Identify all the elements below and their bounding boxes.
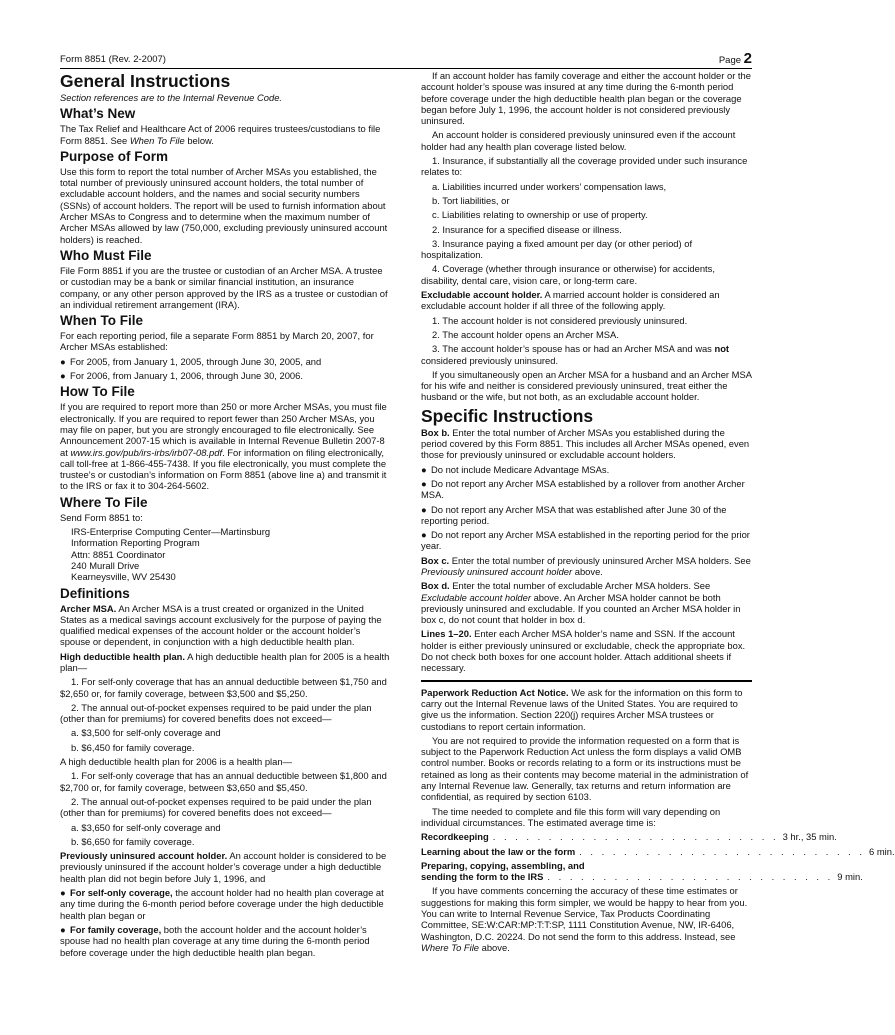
left-column xyxy=(60,70,390,961)
bullet-icon: ● xyxy=(60,370,66,382)
excludable-item-2: 2. The account holder opens an Archer MSA. xyxy=(432,328,619,340)
section-note: Section references are to the Internal Revenue Code. xyxy=(60,92,283,103)
hdhp-2005-item-a: a. $3,500 for self-only coverage and xyxy=(71,727,221,739)
paperwork-time-intro: The time needed to complete and file this form will vary depending on individual circumstances. The estimated average time is: xyxy=(421,805,721,828)
irs-url: www.irs.gov/pub/irs-irbs/irb07-08.pdf xyxy=(70,446,223,458)
hdhp-2005-item-1: 1. For self-only coverage that has an annual deductible between $1,750 and $2,650 or, for family coverage, between $3,500 and $5,250. xyxy=(60,676,387,699)
time-row-preparing-label: Preparing, copying, assembling, and xyxy=(421,859,585,871)
bullet-icon: ● xyxy=(60,923,66,935)
right-column xyxy=(421,70,895,956)
specific-instructions-title: Specific Instructions xyxy=(421,405,594,426)
excludable-item-3: 3. The account holder’s spouse has or had an Archer MSA and was not considered previously uninsured. xyxy=(421,343,730,366)
whats-new-text: The Tax Relief and Healthcare Act of 2006 requires trustees/custodians to file Form 8851. See When To File below. xyxy=(60,123,381,146)
considered-uninsured-text: An account holder is considered previously uninsured even if the account holder had any health plan coverage listed below. xyxy=(421,129,736,152)
excludable-item-1: 1. The account holder is not considered previously uninsured. xyxy=(432,314,688,326)
page-header xyxy=(60,50,752,69)
hdhp-2006-item-b: b. $6,650 for family coverage. xyxy=(71,835,195,847)
bullet-item: ● For family coverage, both the account holder and the account holder’s spouse had no health plan coverage at any time during the 6-month period before coverage under the high deductible health plan began. xyxy=(60,923,370,958)
hdhp-2006-item-a: a. $3,650 for self-only coverage and xyxy=(71,821,221,833)
who-must-file-text: File Form 8851 if you are the trustee or custodian of an Archer MSA. A trustee or custodian may be a bank or similar financial institution, an insurance company, or any other person approved by the IRS as a trustee or custodian of an individual retirement arrangement (IRA). xyxy=(60,264,388,310)
when-to-file-heading: When To File xyxy=(60,313,143,329)
coverage-item-a: a. Liabilities incurred under workers’ compensation laws, xyxy=(432,180,667,192)
bullet-item: ● Do not report any Archer MSA that was established after June 30 of the reporting period. xyxy=(421,503,727,526)
bullet-item: ● For self-only coverage, the account holder had no health plan coverage at any time during the 6-month period before coverage under the high deductible health plan began or xyxy=(60,887,384,921)
excludable-note: If you simultaneously open an Archer MSA for a husband and an Archer MSA for his wife and neither is considered previously uninsured, treat either the husband or the wife, but not both, as an excludable account holder. xyxy=(421,368,752,403)
general-instructions-title: General Instructions xyxy=(60,71,231,91)
whats-new-heading: What’s New xyxy=(60,106,136,122)
paperwork-omb-text: You are not required to provide the information requested on a form that is subject to the Paperwork Reduction Act unless the form displays a valid OMB control number. Books or records relating to a form or its instructions must be retained as long as their contents may become material in the administration of any Internal Revenue law. Generally, tax returns and return information are confidential, as required by section 6103. xyxy=(421,734,749,803)
box-d-text: Box d. Enter the total number of excludable Archer MSA holders. See Excludable account holder above. An Archer MSA holder cannot be both previously uninsured and excludable. If you counted an Archer MSA holder in box c, do not count that holder in box d. xyxy=(421,580,741,626)
paperwork-notice: Paperwork Reduction Act Notice. We ask for the information on this form to carry out the Internal Revenue laws of the United States. You are required to give us the information. Section 220(j) requires Archer MSA trustees or custodians to report certain information. xyxy=(421,686,743,732)
coverage-item-3: 3. Insurance paying a fixed amount per day (or other period) of hospitalization. xyxy=(421,237,693,261)
paperwork-comments: If you have comments concerning the accuracy of these time estimates or suggestions for making this form simpler, we would be happy to hear from you. You can write to Internal Revenue Service, Tax Products Coordinating Committee, SE:W:CAR:MP:T:T:SP, 1111 Constitution Avenue, NW, IR-6406, Washington, D.C. 20224. Do not send the form to this address. Instead, see Where To File above. xyxy=(421,885,748,953)
box-c-text: Box c. Enter the total number of previously uninsured Archer MSA holders. See Previously uninsured account holder above. xyxy=(421,554,751,577)
bullet-icon: ● xyxy=(421,463,427,475)
family-coverage-text: If an account holder has family coverage and either the account holder or the account holder’s spouse was insured at any time during the 6-month period before coverage under the high deductible health plan began or the coverage began before July 1, 1996, the account holder is not considered previously uninsured. xyxy=(421,70,751,127)
bullet-icon: ● xyxy=(421,529,427,541)
who-must-file-heading: Who Must File xyxy=(60,247,152,263)
section-divider xyxy=(421,680,752,682)
hdhp-2006-intro: A high deductible health plan for 2006 is a health plan— xyxy=(60,756,292,768)
hdhp-2005-item-b: b. $6,450 for family coverage. xyxy=(71,741,195,753)
time-row-learning: Learning about the law or the form . . . . . . . . . . . . . . . . . . . . . . . . . . 6 min. xyxy=(421,845,895,857)
how-to-file-heading: How To File xyxy=(60,384,135,400)
coverage-item-2: 2. Insurance for a specified disease or illness. xyxy=(432,223,622,235)
coverage-item-4: 4. Coverage (whether through insurance or otherwise) for accidents, disability, dental care, vision care, or long-term care. xyxy=(421,263,715,286)
time-row-preparing: sending the form to the IRS . . . . . . . . . . . . . . . . . . . . . . . . . . 9 min. xyxy=(421,871,863,883)
bullet-icon: ● xyxy=(60,887,66,899)
bullet-item: ● Do not include Medicare Advantage MSAs. xyxy=(421,463,610,475)
how-to-file-text: If you are required to report more than 250 or more Archer MSAs, you must file electronically. If you are required to report fewer than 250 Archer MSAs, you may file on paper, but you are strongly encouraged to file electronically. See Announcement 2007-15 which is available in Internal Revenue Bulletin 2007-8 at www.irs.gov/pub/irs-irbs/irb07-08.pdf. For information on filing electronically, call toll-free at 1-866-455-7438. If you file electronically, you must complete the trustee’s or custodian’s information on Form 8851 (above line a) and transmit it to the IRS or fax it to 304-264-5602. xyxy=(60,401,387,492)
bullet-item: ● For 2005, from January 1, 2005, through June 30, 2005, and xyxy=(60,355,322,367)
box-b-text: Box b. Enter the total number of Archer MSAs you established during the period covered by this Form 8851. This includes all Archer MSAs opened, even those for previously uninsured or excludable account holders. xyxy=(421,426,750,461)
definitions-heading: Definitions xyxy=(60,585,130,601)
coverage-item-c: c. Liabilities relating to ownership or use of property. xyxy=(432,209,648,221)
hdhp-2006-item-1: 1. For self-only coverage that has an annual deductible between $1,800 and $2,700 or, for family coverage, between $3,650 and $5,450. xyxy=(60,770,387,793)
def-hdhp: High deductible health plan. A high deductible health plan for 2005 is a health plan— xyxy=(60,650,390,673)
def-previously-uninsured: Previously uninsured account holder. An account holder is considered to be previously uninsured if the account holder’s coverage under a high deductible health plan did not begin before July 1, 1996, and xyxy=(60,850,387,884)
time-row-recordkeeping: Recordkeeping . . . . . . . . . . . . . . . . . . . . . . . . . . 3 hr., 35 min. xyxy=(421,831,837,843)
bullet-item: ● For 2006, from January 1, 2006, through June 30, 2006. xyxy=(60,370,303,382)
def-excludable: Excludable account holder. A married account holder is considered an excludable account holder if all three of the following apply. xyxy=(421,289,720,312)
hdhp-2006-item-2: 2. The annual out-of-pocket expenses required to be paid under the plan (other than for premiums) for covered benefits does not exceed— xyxy=(60,795,372,819)
lines-text: Lines 1–20. Enter each Archer MSA holder’s name and SSN. If the account holder is either previously uninsured or excludable, check the appropriate box. Do not check both boxes for one account holder. Attach additional sheets if necessary. xyxy=(421,628,746,674)
def-archer-msa: Archer MSA. An Archer MSA is a trust created or organized in the United States as a medical savings account exclusively for the purpose of paying the qualified medical expenses of the account holder or the account holder’s spouse or dependent, in conjunction with a high deductible health plan. xyxy=(60,602,382,648)
where-to-file-heading: Where To File xyxy=(60,494,148,510)
hdhp-2005-item-2: 2. The annual out-of-pocket expenses required to be paid under the plan (other than for premiums) for covered benefits does not exceed— xyxy=(60,701,372,725)
bullet-item: ● Do not report any Archer MSA established by a rollover from another Archer MSA. xyxy=(421,477,745,501)
where-to-file-text: Send Form 8851 to: xyxy=(60,511,143,523)
bullet-icon: ● xyxy=(421,477,427,489)
page-number: Page 2 xyxy=(718,50,752,67)
purpose-text: Use this form to report the total number of Archer MSAs you established, the total number of previously uninsured account holders, the total number of excludable account holders, and the names and social security numbers (SSNs) of account holders. The report will be used to furnish information about Archer MSAs to Congress and to determine when the maximum number of Archer MSAs allowed by law (750,000, excluding previously uninsured account holders) is reached. xyxy=(60,165,388,245)
form-id: Form 8851 (Rev. 2-2007) xyxy=(60,54,166,65)
bullet-icon: ● xyxy=(60,355,66,367)
coverage-item-1: 1. Insurance, if substantially all the coverage provided under such insurance relates to: xyxy=(421,155,748,178)
mailing-address: IRS-Enterprise Computing Center—Martinsburg Information Reporting Program Attn: 8851 Coordinator 240 Murall Drive Kearneysville, WV 25430 xyxy=(71,526,271,583)
bullet-icon: ● xyxy=(421,503,427,515)
purpose-heading: Purpose of Form xyxy=(60,148,169,164)
bullet-item: ● Do not report any Archer MSA established in the reporting period for the prior year. xyxy=(421,529,750,552)
coverage-item-b: b. Tort liabilities, or xyxy=(432,194,510,206)
when-to-file-text: For each reporting period, file a separate Form 8851 by March 20, 2007, for Archer MSAs established: xyxy=(60,330,374,353)
